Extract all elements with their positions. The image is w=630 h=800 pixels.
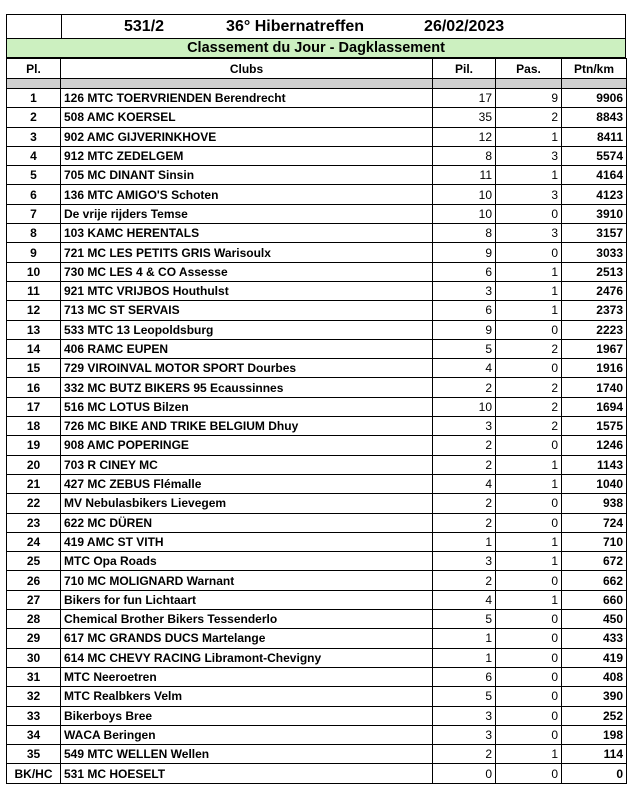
table-row <box>7 185 627 204</box>
rank-cell: 13 <box>7 320 61 339</box>
ranking-table <box>6 58 627 784</box>
table-row <box>7 513 627 532</box>
club-cell: 730 MC LES 4 & CO Assesse <box>61 262 433 281</box>
table-row <box>7 417 627 436</box>
ranking-sheet <box>6 14 626 784</box>
pilots-cell: 3 <box>433 281 496 300</box>
passengers-cell: 2 <box>496 397 562 416</box>
pilots-cell: 6 <box>433 262 496 281</box>
passengers-cell: 0 <box>496 687 562 706</box>
club-cell: 531 MC HOESELT <box>61 764 433 783</box>
club-cell: 549 MTC WELLEN Wellen <box>61 745 433 764</box>
passengers-cell: 1 <box>496 474 562 493</box>
pilots-cell: 5 <box>433 687 496 706</box>
pilots-cell: 8 <box>433 224 496 243</box>
points-cell: 390 <box>562 687 627 706</box>
passengers-cell: 2 <box>496 417 562 436</box>
club-cell: 713 MC ST SERVAIS <box>61 301 433 320</box>
rank-cell: 35 <box>7 745 61 764</box>
header-spacer <box>7 15 62 38</box>
passengers-cell: 1 <box>496 301 562 320</box>
rank-cell: 22 <box>7 494 61 513</box>
pilots-cell: 5 <box>433 339 496 358</box>
club-cell: MTC Opa Roads <box>61 552 433 571</box>
rank-cell: 23 <box>7 513 61 532</box>
rank-cell: 25 <box>7 552 61 571</box>
pilots-cell: 9 <box>433 243 496 262</box>
pilots-cell: 2 <box>433 513 496 532</box>
rank-cell: 24 <box>7 532 61 551</box>
table-header-row <box>7 59 627 79</box>
points-cell: 710 <box>562 532 627 551</box>
table-row <box>7 764 627 783</box>
club-cell: 406 RAMC EUPEN <box>61 339 433 358</box>
pilots-cell: 10 <box>433 204 496 223</box>
pilots-cell: 9 <box>433 320 496 339</box>
rank-cell: 32 <box>7 687 61 706</box>
points-cell: 2373 <box>562 301 627 320</box>
points-cell: 4123 <box>562 185 627 204</box>
pilots-cell: 6 <box>433 667 496 686</box>
points-cell: 724 <box>562 513 627 532</box>
pilots-cell: 10 <box>433 185 496 204</box>
passengers-cell: 0 <box>496 610 562 629</box>
pilots-cell: 2 <box>433 494 496 513</box>
points-cell: 3910 <box>562 204 627 223</box>
table-row <box>7 359 627 378</box>
table-row <box>7 706 627 725</box>
passengers-cell: 0 <box>496 706 562 725</box>
passengers-cell: 1 <box>496 127 562 146</box>
points-cell: 1694 <box>562 397 627 416</box>
pilots-cell: 0 <box>433 764 496 783</box>
club-cell: 622 MC DÜREN <box>61 513 433 532</box>
club-cell: 136 MTC AMIGO'S Schoten <box>61 185 433 204</box>
rank-cell: 2 <box>7 108 61 127</box>
points-cell: 1040 <box>562 474 627 493</box>
rank-cell: 8 <box>7 224 61 243</box>
event-date: 26/02/2023 <box>424 18 505 35</box>
passengers-cell: 1 <box>496 590 562 609</box>
passengers-cell: 2 <box>496 378 562 397</box>
points-cell: 660 <box>562 590 627 609</box>
rank-cell: 20 <box>7 455 61 474</box>
table-row <box>7 281 627 300</box>
points-cell: 3033 <box>562 243 627 262</box>
points-cell: 408 <box>562 667 627 686</box>
points-cell: 2476 <box>562 281 627 300</box>
passengers-cell: 1 <box>496 455 562 474</box>
club-cell: MTC Realbkers Velm <box>61 687 433 706</box>
passengers-cell: 0 <box>496 320 562 339</box>
club-cell: 533 MTC 13 Leopoldsburg <box>61 320 433 339</box>
table-row <box>7 667 627 686</box>
passengers-cell: 1 <box>496 745 562 764</box>
club-cell: WACA Beringen <box>61 725 433 744</box>
pilots-cell: 2 <box>433 378 496 397</box>
passengers-cell: 3 <box>496 185 562 204</box>
rank-cell: 4 <box>7 146 61 165</box>
rank-cell: 30 <box>7 648 61 667</box>
rank-cell: 27 <box>7 590 61 609</box>
passengers-cell: 0 <box>496 359 562 378</box>
table-row <box>7 455 627 474</box>
club-cell: 427 MC ZEBUS Flémalle <box>61 474 433 493</box>
pilots-cell: 12 <box>433 127 496 146</box>
pilots-cell: 3 <box>433 725 496 744</box>
club-cell: MTC Neeroetren <box>61 667 433 686</box>
pilots-cell: 35 <box>433 108 496 127</box>
event-code: 531/2 <box>124 18 165 35</box>
points-cell: 1740 <box>562 378 627 397</box>
rank-cell: 16 <box>7 378 61 397</box>
points-cell: 1967 <box>562 339 627 358</box>
points-cell: 419 <box>562 648 627 667</box>
col-header-clubs: Clubs <box>61 59 433 79</box>
pilots-cell: 4 <box>433 590 496 609</box>
pilots-cell: 1 <box>433 648 496 667</box>
table-row <box>7 494 627 513</box>
passengers-cell: 1 <box>496 262 562 281</box>
passengers-cell: 2 <box>496 108 562 127</box>
pilots-cell: 2 <box>433 455 496 474</box>
table-row <box>7 243 627 262</box>
club-cell: 614 MC CHEVY RACING Libramont-Chevigny <box>61 648 433 667</box>
club-cell: De vrije rijders Temse <box>61 204 433 223</box>
club-cell: 705 MC DINANT Sinsin <box>61 166 433 185</box>
event-header <box>6 14 626 39</box>
passengers-cell: 0 <box>496 571 562 590</box>
club-cell: 103 KAMC HERENTALS <box>61 224 433 243</box>
pilots-cell: 3 <box>433 552 496 571</box>
table-row <box>7 262 627 281</box>
passengers-cell: 0 <box>496 513 562 532</box>
club-cell: Chemical Brother Bikers Tessenderlo <box>61 610 433 629</box>
club-cell: 703 R CINEY MC <box>61 455 433 474</box>
passengers-cell: 0 <box>496 725 562 744</box>
rank-cell: 33 <box>7 706 61 725</box>
table-row <box>7 224 627 243</box>
table-row <box>7 629 627 648</box>
table-row <box>7 725 627 744</box>
pilots-cell: 2 <box>433 571 496 590</box>
points-cell: 3157 <box>562 224 627 243</box>
points-cell: 1143 <box>562 455 627 474</box>
ranking-rows <box>7 89 627 784</box>
passengers-cell: 3 <box>496 146 562 165</box>
table-row <box>7 89 627 108</box>
points-cell: 938 <box>562 494 627 513</box>
club-cell: 126 MTC TOERVRIENDEN Berendrecht <box>61 89 433 108</box>
rank-cell: 15 <box>7 359 61 378</box>
club-cell: 617 MC GRANDS DUCS Martelange <box>61 629 433 648</box>
rank-cell: 9 <box>7 243 61 262</box>
col-header-pas: Pas. <box>496 59 562 79</box>
page-title: Classement du Jour - Dagklassement <box>6 39 626 58</box>
points-cell: 672 <box>562 552 627 571</box>
passengers-cell: 0 <box>496 436 562 455</box>
table-row <box>7 532 627 551</box>
points-cell: 114 <box>562 745 627 764</box>
pilots-cell: 2 <box>433 436 496 455</box>
passengers-cell: 1 <box>496 552 562 571</box>
passengers-cell: 0 <box>496 243 562 262</box>
pilots-cell: 5 <box>433 610 496 629</box>
table-row <box>7 687 627 706</box>
rank-cell: 17 <box>7 397 61 416</box>
pilots-cell: 17 <box>433 89 496 108</box>
points-cell: 252 <box>562 706 627 725</box>
rank-cell: BK/HC <box>7 764 61 783</box>
table-row <box>7 127 627 146</box>
passengers-cell: 0 <box>496 667 562 686</box>
rank-cell: 19 <box>7 436 61 455</box>
col-header-pts: Ptn/km <box>562 59 627 79</box>
club-cell: 721 MC LES PETITS GRIS Warisoulx <box>61 243 433 262</box>
passengers-cell: 0 <box>496 629 562 648</box>
separator-row <box>7 79 627 89</box>
rank-cell: 11 <box>7 281 61 300</box>
points-cell: 662 <box>562 571 627 590</box>
points-cell: 4164 <box>562 166 627 185</box>
col-header-pil: Pil. <box>433 59 496 79</box>
rank-cell: 34 <box>7 725 61 744</box>
table-row <box>7 552 627 571</box>
rank-cell: 1 <box>7 89 61 108</box>
passengers-cell: 0 <box>496 494 562 513</box>
passengers-cell: 0 <box>496 204 562 223</box>
pilots-cell: 4 <box>433 474 496 493</box>
points-cell: 0 <box>562 764 627 783</box>
passengers-cell: 1 <box>496 166 562 185</box>
points-cell: 450 <box>562 610 627 629</box>
table-row <box>7 590 627 609</box>
pilots-cell: 6 <box>433 301 496 320</box>
table-row <box>7 146 627 165</box>
rank-cell: 29 <box>7 629 61 648</box>
rank-cell: 14 <box>7 339 61 358</box>
rank-cell: 6 <box>7 185 61 204</box>
table-row <box>7 436 627 455</box>
club-cell: 332 MC BUTZ BIKERS 95 Ecaussinnes <box>61 378 433 397</box>
points-cell: 5574 <box>562 146 627 165</box>
points-cell: 198 <box>562 725 627 744</box>
club-cell: MV Nebulasbikers Lievegem <box>61 494 433 513</box>
points-cell: 1246 <box>562 436 627 455</box>
passengers-cell: 1 <box>496 281 562 300</box>
event-name: 36° Hibernatreffen <box>226 18 365 35</box>
table-row <box>7 397 627 416</box>
club-cell: 921 MTC VRIJBOS Houthulst <box>61 281 433 300</box>
club-cell: 908 AMC POPERINGE <box>61 436 433 455</box>
pilots-cell: 10 <box>433 397 496 416</box>
points-cell: 433 <box>562 629 627 648</box>
pilots-cell: 8 <box>433 146 496 165</box>
col-header-pl: Pl. <box>7 59 61 79</box>
club-cell: 710 MC MOLIGNARD Warnant <box>61 571 433 590</box>
table-row <box>7 108 627 127</box>
table-row <box>7 204 627 223</box>
pilots-cell: 11 <box>433 166 496 185</box>
passengers-cell: 1 <box>496 532 562 551</box>
club-cell: Bikers for fun Lichtaart <box>61 590 433 609</box>
table-row <box>7 166 627 185</box>
points-cell: 9906 <box>562 89 627 108</box>
passengers-cell: 9 <box>496 89 562 108</box>
club-cell: 729 VIROINVAL MOTOR SPORT Dourbes <box>61 359 433 378</box>
pilots-cell: 3 <box>433 417 496 436</box>
rank-cell: 3 <box>7 127 61 146</box>
rank-cell: 7 <box>7 204 61 223</box>
table-row <box>7 648 627 667</box>
club-cell: 912 MTC ZEDELGEM <box>61 146 433 165</box>
table-row <box>7 745 627 764</box>
pilots-cell: 4 <box>433 359 496 378</box>
points-cell: 8843 <box>562 108 627 127</box>
passengers-cell: 2 <box>496 339 562 358</box>
points-cell: 8411 <box>562 127 627 146</box>
passengers-cell: 3 <box>496 224 562 243</box>
rank-cell: 28 <box>7 610 61 629</box>
table-row <box>7 610 627 629</box>
points-cell: 1575 <box>562 417 627 436</box>
pilots-cell: 1 <box>433 532 496 551</box>
rank-cell: 26 <box>7 571 61 590</box>
rank-cell: 5 <box>7 166 61 185</box>
table-row <box>7 301 627 320</box>
rank-cell: 18 <box>7 417 61 436</box>
pilots-cell: 3 <box>433 706 496 725</box>
table-row <box>7 474 627 493</box>
table-row <box>7 378 627 397</box>
rank-cell: 21 <box>7 474 61 493</box>
club-cell: 508 AMC KOERSEL <box>61 108 433 127</box>
table-row <box>7 320 627 339</box>
club-cell: Bikerboys Bree <box>61 706 433 725</box>
points-cell: 2513 <box>562 262 627 281</box>
pilots-cell: 1 <box>433 629 496 648</box>
passengers-cell: 0 <box>496 764 562 783</box>
pilots-cell: 2 <box>433 745 496 764</box>
rank-cell: 10 <box>7 262 61 281</box>
club-cell: 516 MC LOTUS Bilzen <box>61 397 433 416</box>
table-row <box>7 339 627 358</box>
club-cell: 902 AMC GIJVERINKHOVE <box>61 127 433 146</box>
rank-cell: 31 <box>7 667 61 686</box>
points-cell: 2223 <box>562 320 627 339</box>
table-row <box>7 571 627 590</box>
club-cell: 726 MC BIKE AND TRIKE BELGIUM Dhuy <box>61 417 433 436</box>
passengers-cell: 0 <box>496 648 562 667</box>
rank-cell: 12 <box>7 301 61 320</box>
points-cell: 1916 <box>562 359 627 378</box>
club-cell: 419 AMC ST VITH <box>61 532 433 551</box>
